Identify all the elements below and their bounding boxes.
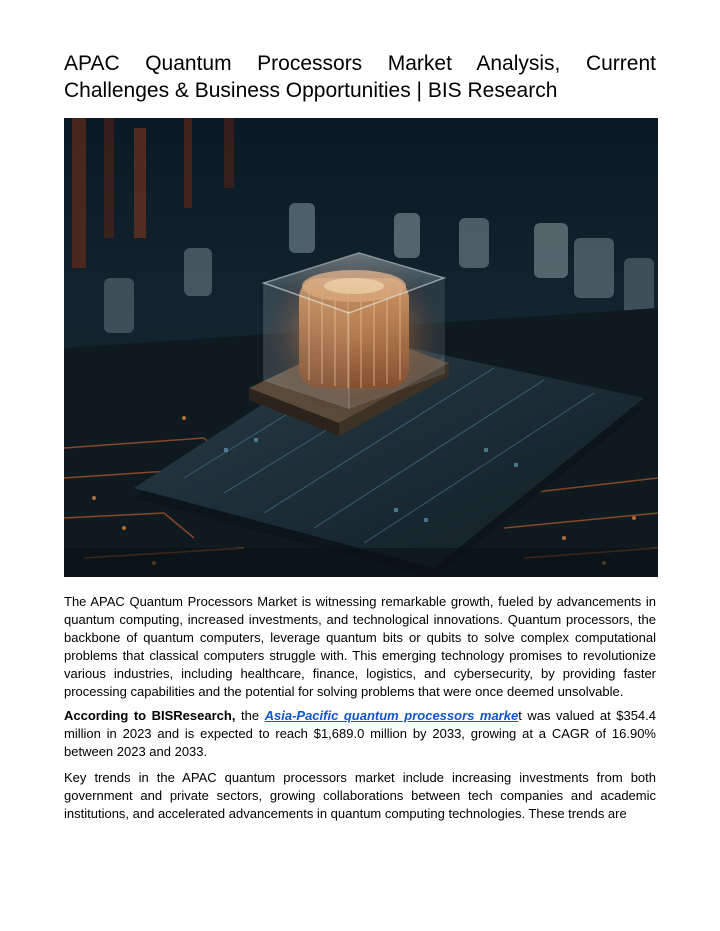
intro-paragraph: The APAC Quantum Processors Market is witnessing remarkable growth, fueled by advancements in quantum computing, increased investments, and technological innovations. Quantum processors, the backbone of quantum computers, leverage quantum bits or qubits to solve complex computational problems that classical computers struggle with. This emerging technology promises to revolutionize various industries, including healthcare, finance, logistics, and cybersecurity, by providing faster processing capabilities and the potential for solving problems that were once deemed unsolvable. (64, 594, 656, 699)
source-attribution: According to BISResearch, (64, 708, 236, 723)
market-size-paragraph (64, 707, 656, 761)
link-lead-text: the (235, 708, 265, 723)
quantum-processor-chip-image (64, 118, 658, 577)
market-size-text: t was valued at $354.4 million in 2023 and is expected to reach $1,689.0 million by 2033, growing at a CAGR of 16.90% between 2023 and 2033. (64, 708, 656, 759)
article-title: APAC Quantum Processors Market Analysis, Current Challenges & Business Opportunities | BIS Research (64, 52, 656, 102)
market-report-link[interactable]: Asia-Pacific quantum processors marke (264, 708, 519, 723)
key-trends-paragraph: Key trends in the APAC quantum processors market include increasing investments from both government and private sectors, growing collaborations between tech companies and academic institutions, and accelerated advancements in quantum computing technologies. These trends are (64, 770, 656, 821)
